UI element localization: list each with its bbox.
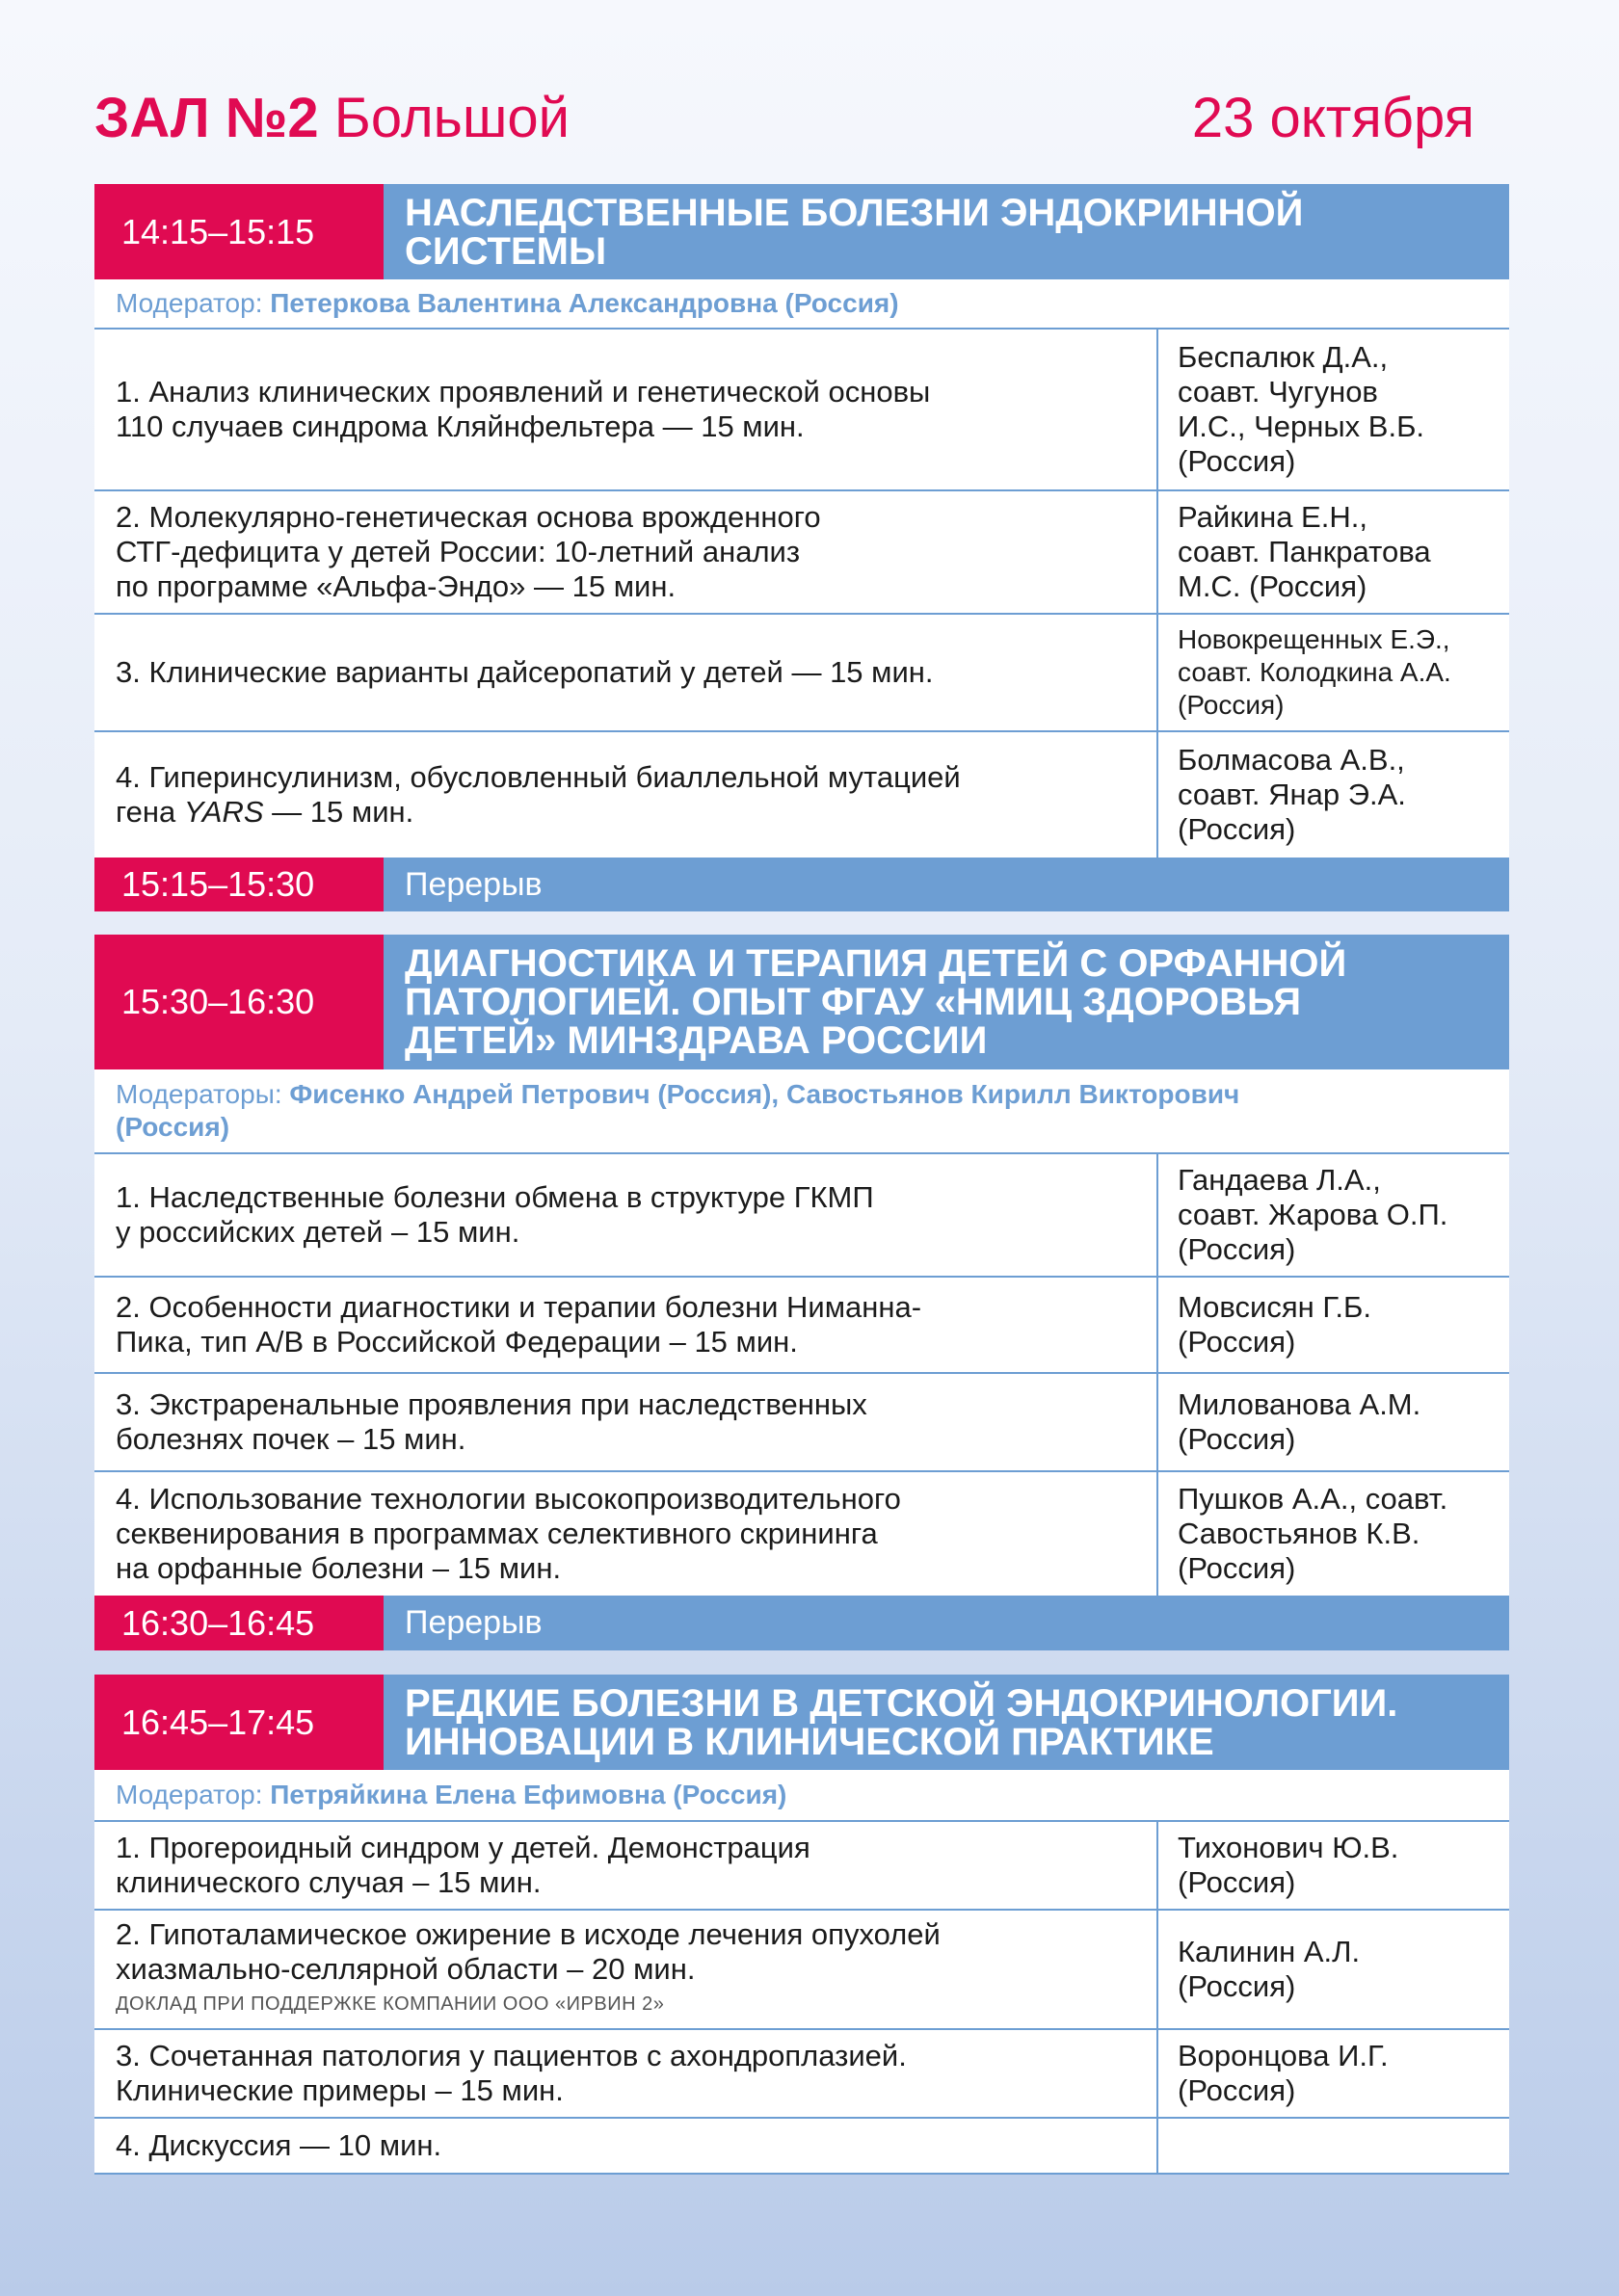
- moderator-line: Модераторы: Фисенко Андрей Петрович (Россия), Савостьянов Кирилл Викторович (Россия): [94, 1069, 1509, 1152]
- break-label: Перерыв: [384, 1596, 1509, 1650]
- session-header: [94, 184, 1509, 279]
- talk-row: [94, 489, 1509, 613]
- session-title: ДИАГНОСТИКА И ТЕРАПИЯ ДЕТЕЙ С ОРФАННОЙ ПАТОЛОГИЕЙ. ОПЫТ ФГАУ «НМИЦ ЗДОРОВЬЯ ДЕТЕЙ» МИНЗДРАВА РОССИИ: [384, 935, 1509, 1069]
- talk-authors: [1156, 2119, 1509, 2173]
- break-label: Перерыв: [384, 858, 1509, 911]
- talk-title: 2. Гипоталамическое ожирение в исходе лечения опухолей хиазмально-селлярной области – 20 мин. ДОКЛАД ПРИ ПОДДЕРЖКЕ КОМПАНИИ ООО «ИРВИН 2»: [94, 1911, 1156, 2028]
- talk-title: 4. Использование технологии высокопроизводительного секвенирования в программах селективного скрининга на орфанные болезни – 15 мин.: [116, 1482, 901, 1585]
- talk-authors: Новокрещенных Е.Э., соавт. Колодкина А.А. (Россия): [1156, 615, 1509, 730]
- talk-row: [94, 730, 1509, 858]
- talk-row: [94, 328, 1509, 489]
- hall-title: ЗАЛ №2 Большой: [94, 87, 571, 149]
- break-row: [94, 858, 1509, 911]
- talk-title: 1. Прогероидный синдром у детей. Демонстрация клинического случая – 15 мин.: [116, 1831, 810, 1899]
- talk-title: 3. Экстраренальные проявления при наследственных болезнях почек – 15 мин.: [116, 1387, 867, 1456]
- break-time: 15:15–15:30: [94, 858, 384, 911]
- talk-row: [94, 1276, 1509, 1372]
- talk-title: 3. Сочетанная патология у пациентов с ахондроплазией. Клинические примеры – 15 мин.: [116, 2039, 907, 2107]
- talk-row: [94, 1470, 1509, 1596]
- moderator-line: Модератор: Петряйкина Елена Ефимовна (Россия): [94, 1770, 1509, 1820]
- session-time: 14:15–15:15: [94, 184, 384, 279]
- session-header: [94, 935, 1509, 1069]
- talk-authors: Беспалюк Д.А., соавт. Чугунов И.С., Черных В.Б. (Россия): [1156, 330, 1509, 489]
- talk-authors: Калинин А.Л. (Россия): [1156, 1911, 1509, 2028]
- talk-title: 2. Особенности диагностики и терапии болезни Ниманна- Пика, тип А/В в Российской Федерации – 15 мин.: [116, 1290, 922, 1359]
- event-date: 23 октября: [1191, 87, 1474, 149]
- talk-row: [94, 613, 1509, 730]
- talk-authors: Болмасова А.В., соавт. Янар Э.А. (Россия): [1156, 732, 1509, 858]
- talk-title: 4. Гиперинсулинизм, обусловленный биаллельной мутацией гена YARS — 15 мин.: [116, 760, 961, 829]
- talk-authors: Мовсисян Г.Б. (Россия): [1156, 1278, 1509, 1372]
- talk-row: [94, 1152, 1509, 1276]
- break-time: 16:30–16:45: [94, 1596, 384, 1650]
- session-title: НАСЛЕДСТВЕННЫЕ БОЛЕЗНИ ЭНДОКРИННОЙ СИСТЕМЫ: [384, 184, 1509, 279]
- talk-authors: Пушков А.А., соавт. Савостьянов К.В. (Россия): [1156, 1472, 1509, 1596]
- moderator-line: Модератор: Петеркова Валентина Александровна (Россия): [94, 279, 1509, 328]
- session-title: РЕДКИЕ БОЛЕЗНИ В ДЕТСКОЙ ЭНДОКРИНОЛОГИИ. ИННОВАЦИИ В КЛИНИЧЕСКОЙ ПРАКТИКЕ: [384, 1675, 1509, 1770]
- session-time: 15:30–16:30: [94, 935, 384, 1069]
- talk-authors: Воронцова И.Г. (Россия): [1156, 2030, 1509, 2117]
- talk-title: 1. Наследственные болезни обмена в структуре ГКМП у российских детей – 15 мин.: [116, 1180, 874, 1249]
- sponsor-note: ДОКЛАД ПРИ ПОДДЕРЖКЕ КОМПАНИИ ООО «ИРВИН 2»: [116, 1993, 665, 2015]
- talk-row: [94, 1372, 1509, 1470]
- talk-authors: Милованова А.М. (Россия): [1156, 1374, 1509, 1470]
- talk-authors: Тихонович Ю.В. (Россия): [1156, 1822, 1509, 1909]
- talk-authors: Гандаева Л.А., соавт. Жарова О.П. (Россия): [1156, 1154, 1509, 1276]
- talk-title: 4. Дискуссия — 10 мин.: [116, 2128, 442, 2162]
- break-row: [94, 1596, 1509, 1650]
- talk-row: [94, 1820, 1509, 1909]
- talk-title: 1. Анализ клинических проявлений и генетической основы 110 случаев синдрома Кляйнфельтера — 15 мин.: [116, 375, 931, 443]
- talk-authors: Райкина Е.Н., соавт. Панкратова М.С. (Россия): [1156, 491, 1509, 613]
- session-header: [94, 1675, 1509, 1770]
- talk-row: [94, 1909, 1509, 2028]
- session-time: 16:45–17:45: [94, 1675, 384, 1770]
- talk-title: 3. Клинические варианты дайсеропатий у детей — 15 мин.: [116, 655, 934, 689]
- talk-row: [94, 2117, 1509, 2175]
- talk-row: [94, 2028, 1509, 2117]
- talk-title: 2. Молекулярно-генетическая основа врожденного СТГ-дефицита у детей России: 10-летний анализ по программе «Альфа-Эндо» — 15 мин.: [116, 500, 821, 603]
